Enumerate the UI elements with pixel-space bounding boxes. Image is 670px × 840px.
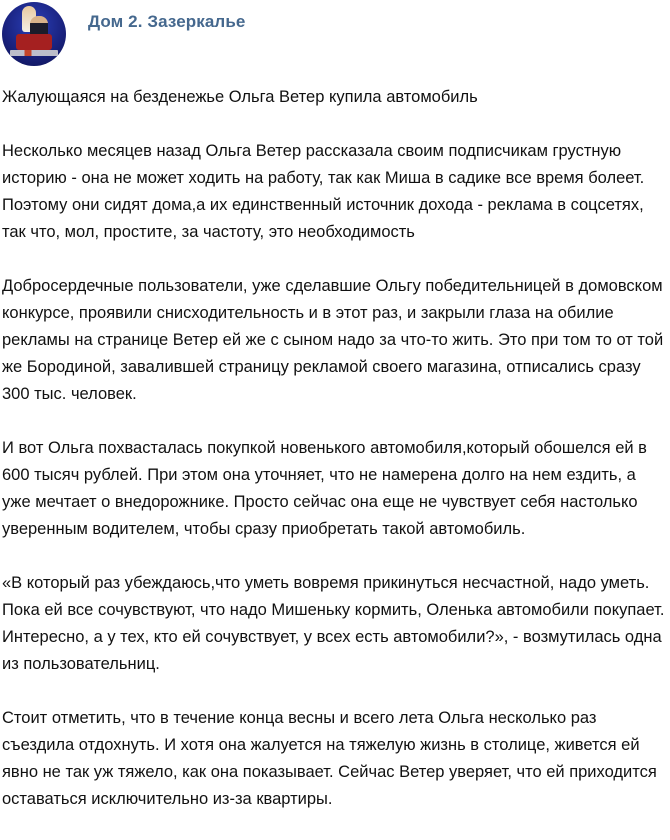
post-body xyxy=(2,84,668,840)
group-name-link[interactable]: Дом 2. Зазеркалье xyxy=(88,12,246,31)
post-paragraph-4: «В который раз убеждаюсь,что уметь вовремя прикинуться несчастной, надо уметь. Пока ей все сочувствуют, что надо Мишеньку кормить, Оленька автомобили покупает. Интересно, а у тех, кто ей сочувствует, у всех есть автомобили?», - возмутилась одна из пользовательниц. xyxy=(2,574,665,673)
post-title: Жалующаяся на безденежье Ольга Ветер купила автомобиль xyxy=(2,88,478,106)
post-paragraph-2: Добросердечные пользователи, уже сделавшие Ольгу победительницей в домовском конкурсе, проявили снисходительность и в этот раз, и закрыли глаза на обилие рекламы на странице Ветер ей же с сыном надо за что-то жить. Это при том то от той же Бородиной, завалившей страницу рекламой своего магазина, отписались сразу 300 тыс. человек. xyxy=(2,277,664,403)
post-header xyxy=(2,2,245,66)
post-paragraph-1: Несколько месяцев назад Ольга Ветер рассказала своим подписчикам грустную историю - она не может ходить на работу, так как Миша в садике все время болеет. Поэтому они сидят дома,а их единственный источник дохода - реклама в соцсетях, так что, мол, простите, за частоту, это необходимость xyxy=(2,142,645,241)
avatar-chair xyxy=(16,34,52,50)
post-paragraph-3: И вот Ольга похвасталась покупкой новенького автомобиля,который обошелся ей в 600 тысяч рублей. При этом она уточняет, что не намерена долго на нем ездить, а уже мечтает о внедорожнике. Просто сейчас она еще не чувствует себя настолько уверенным водителем, чтобы сразу приобретать такой автомобиль. xyxy=(2,439,647,538)
post-paragraph-5: Стоит отметить, что в течение конца весны и всего лета Ольга несколько раз съездила отдохнуть. И хотя она жалуется на тяжелую жизнь в столице, живется ей явно не так уж тяжело, как она показывает. Сейчас Ветер уверяет, что ей приходится оставаться исключительно из-за квартиры. xyxy=(2,709,657,808)
group-avatar[interactable] xyxy=(2,2,66,66)
avatar-caption xyxy=(10,50,58,56)
